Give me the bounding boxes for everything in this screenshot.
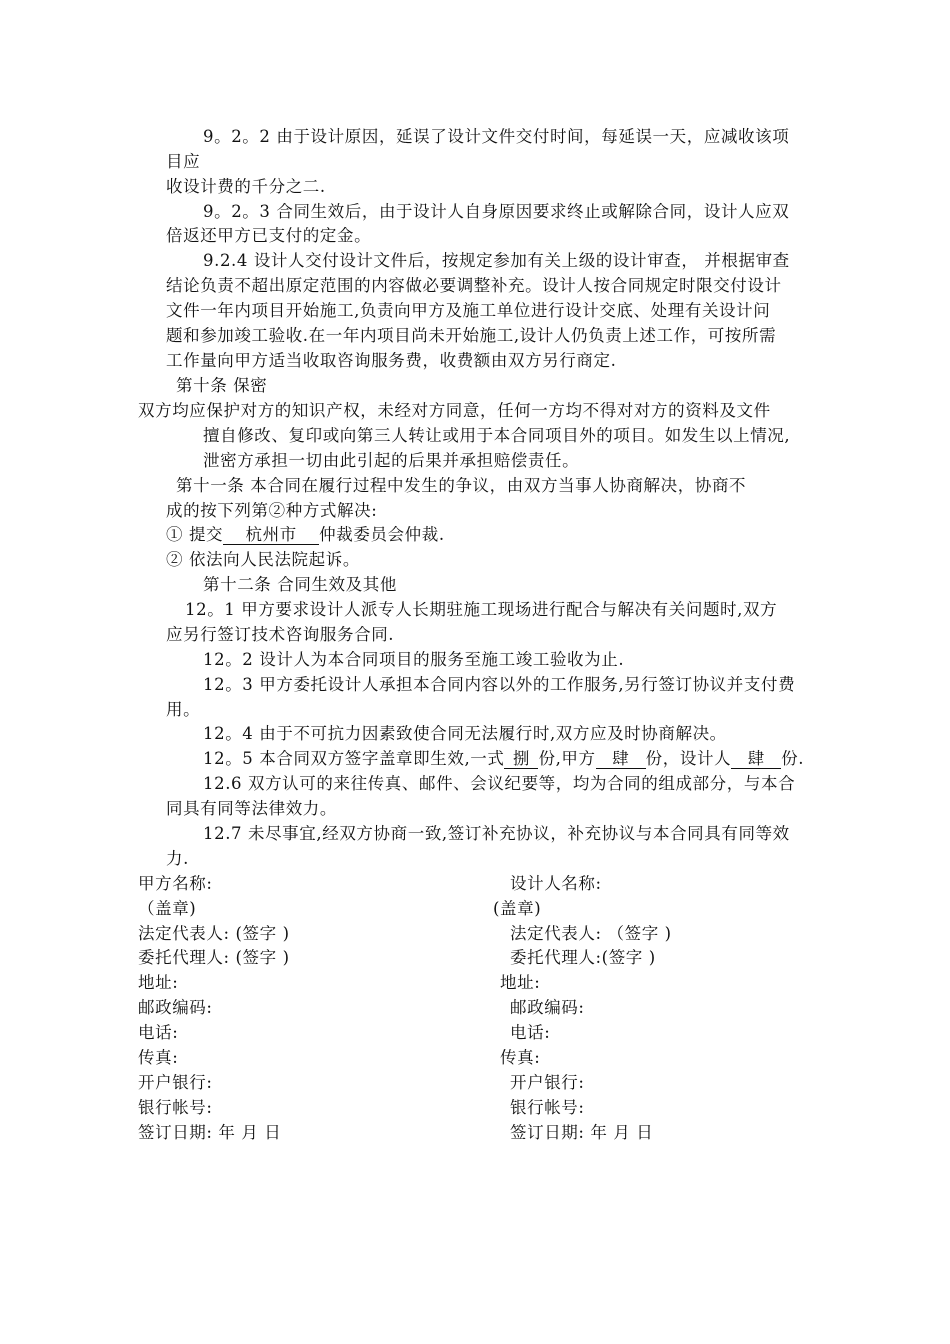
clause-12-6-line1: 12.6 双方认可的来往传真、邮件、会议纪要等，均为合同的组成部分，与本合	[203, 774, 796, 793]
party-a-fax: 传真:	[138, 1048, 179, 1067]
designer-phone: 电话:	[510, 1023, 551, 1042]
clause-12-5-text-d: 份.	[781, 749, 805, 768]
article-10-heading: 第十条 保密	[176, 376, 268, 395]
clause-9-2-4-line3: 文件一年内项目开始施工,负责向甲方及施工单位进行设计交底、处理有关设计问	[166, 301, 771, 320]
copies-designer-field: 肆	[731, 749, 781, 769]
clause-9-2-3-line2: 倍返还甲方已支付的定金。	[166, 226, 372, 245]
party-a-name: 甲方名称:	[138, 874, 213, 893]
party-a-date: 签订日期: 年 月 日	[138, 1123, 282, 1142]
party-a-agent: 委托代理人: (签字 )	[138, 948, 290, 967]
clause-12-1-line2: 应另行签订技术咨询服务合同.	[166, 625, 395, 644]
clause-12-5	[203, 748, 804, 770]
designer-bank: 开户银行:	[510, 1073, 585, 1092]
party-a-bank: 开户银行:	[138, 1073, 213, 1092]
clause-12-5-text-c: 份，设计人	[645, 749, 732, 768]
clause-9-2-3-line1: 9。2。3 合同生效后，由于设计人自身原因要求终止或解除合同，设计人应双	[203, 202, 790, 221]
party-a-legal-rep: 法定代表人: (签字 )	[138, 924, 290, 943]
designer-date: 签订日期: 年 月 日	[510, 1123, 654, 1142]
article-11-line2: 成的按下列第②种方式解决:	[166, 501, 378, 520]
designer-seal: (盖章)	[493, 899, 542, 918]
article-10-line2: 擅自修改、复印或向第三人转让或用于本合同项目外的项目。如发生以上情况,	[203, 426, 791, 445]
designer-name: 设计人名称:	[510, 874, 602, 893]
clause-12-7-line2: 力.	[166, 849, 189, 868]
clause-9-2-4-line4: 题和参加竣工验收.在一年内项目尚未开始施工,设计人仍负责上述工作，可按所需	[166, 326, 777, 345]
clause-9-2-2-line2: 目应	[166, 152, 201, 171]
clause-9-2-4-line5: 工作量向甲方适当收取咨询服务费，收费额由双方另行商定.	[166, 351, 617, 370]
designer-fax: 传真:	[500, 1048, 541, 1067]
clause-12-7-line1: 12.7 未尽事宜,经双方协商一致,签订补充协议，补充协议与本合同具有同等效	[203, 824, 790, 843]
article-11-line1: 第十一条 本合同在履行过程中发生的争议，由双方当事人协商解决，协商不	[176, 476, 747, 495]
designer-account: 银行帐号:	[510, 1098, 585, 1117]
article-10-line1: 双方均应保护对方的知识产权，未经对方同意，任何一方均不得对对方的资料及文件	[138, 401, 771, 420]
designer-legal-rep: 法定代表人: （签字 )	[510, 924, 672, 943]
copies-total-field: 捌	[504, 749, 538, 769]
party-a-account: 银行帐号:	[138, 1098, 213, 1117]
party-a-postcode: 邮政编码:	[138, 998, 213, 1017]
article-12-heading: 第十二条 合同生效及其他	[203, 575, 397, 594]
article-11-option2: ② 依法向人民法院起诉。	[166, 550, 360, 569]
option1-prefix: ① 提交	[166, 525, 224, 544]
clause-12-3-line1: 12。3 甲方委托设计人承担本合同内容以外的工作服务,另行签订协议并支付费	[203, 675, 796, 694]
arbitration-city-field: 杭州市	[223, 525, 319, 545]
clause-12-5-text-a: 12。5 本合同双方签字盖章即生效,一式	[203, 749, 505, 768]
clause-12-4: 12。4 由于不可抗力因素致使合同无法履行时,双方应及时协商解决。	[203, 724, 727, 743]
article-11-option1	[166, 524, 445, 546]
option1-suffix: 仲裁委员会仲裁.	[319, 525, 445, 544]
designer-agent: 委托代理人:(签字 )	[510, 948, 656, 967]
party-a-address: 地址:	[138, 973, 179, 992]
clause-12-3-line2: 用。	[166, 700, 201, 719]
clause-9-2-2-line3: 收设计费的千分之二.	[166, 177, 326, 196]
clause-12-5-text-b: 份,甲方	[538, 749, 596, 768]
party-a-phone: 电话:	[138, 1023, 179, 1042]
article-10-line3: 泄密方承担一切由此引起的后果并承担赔偿责任。	[203, 451, 580, 470]
clause-9-2-4-line1: 9.2.4 设计人交付设计文件后，按规定参加有关上级的设计审查， 并根据审查	[203, 251, 790, 270]
copies-party-a-field: 肆	[596, 749, 646, 769]
party-a-seal: （盖章)	[138, 899, 197, 918]
clause-12-6-line2: 同具有同等法律效力。	[166, 799, 337, 818]
designer-address: 地址:	[500, 973, 541, 992]
clause-12-2: 12。2 设计人为本合同项目的服务至施工竣工验收为止.	[203, 650, 625, 669]
clause-9-2-2-line1: 9。2。2 由于设计原因，延误了设计文件交付时间，每延误一天，应减收该项	[203, 127, 790, 146]
clause-9-2-4-line2: 结论负责不超出原定范围的内容做必要调整补充。设计人按合同规定时限交付设计	[166, 276, 782, 295]
designer-postcode: 邮政编码:	[510, 998, 585, 1017]
clause-12-1-line1: 12。1 甲方要求设计人派专人长期驻施工现场进行配合与解决有关问题时,双方	[185, 600, 778, 619]
